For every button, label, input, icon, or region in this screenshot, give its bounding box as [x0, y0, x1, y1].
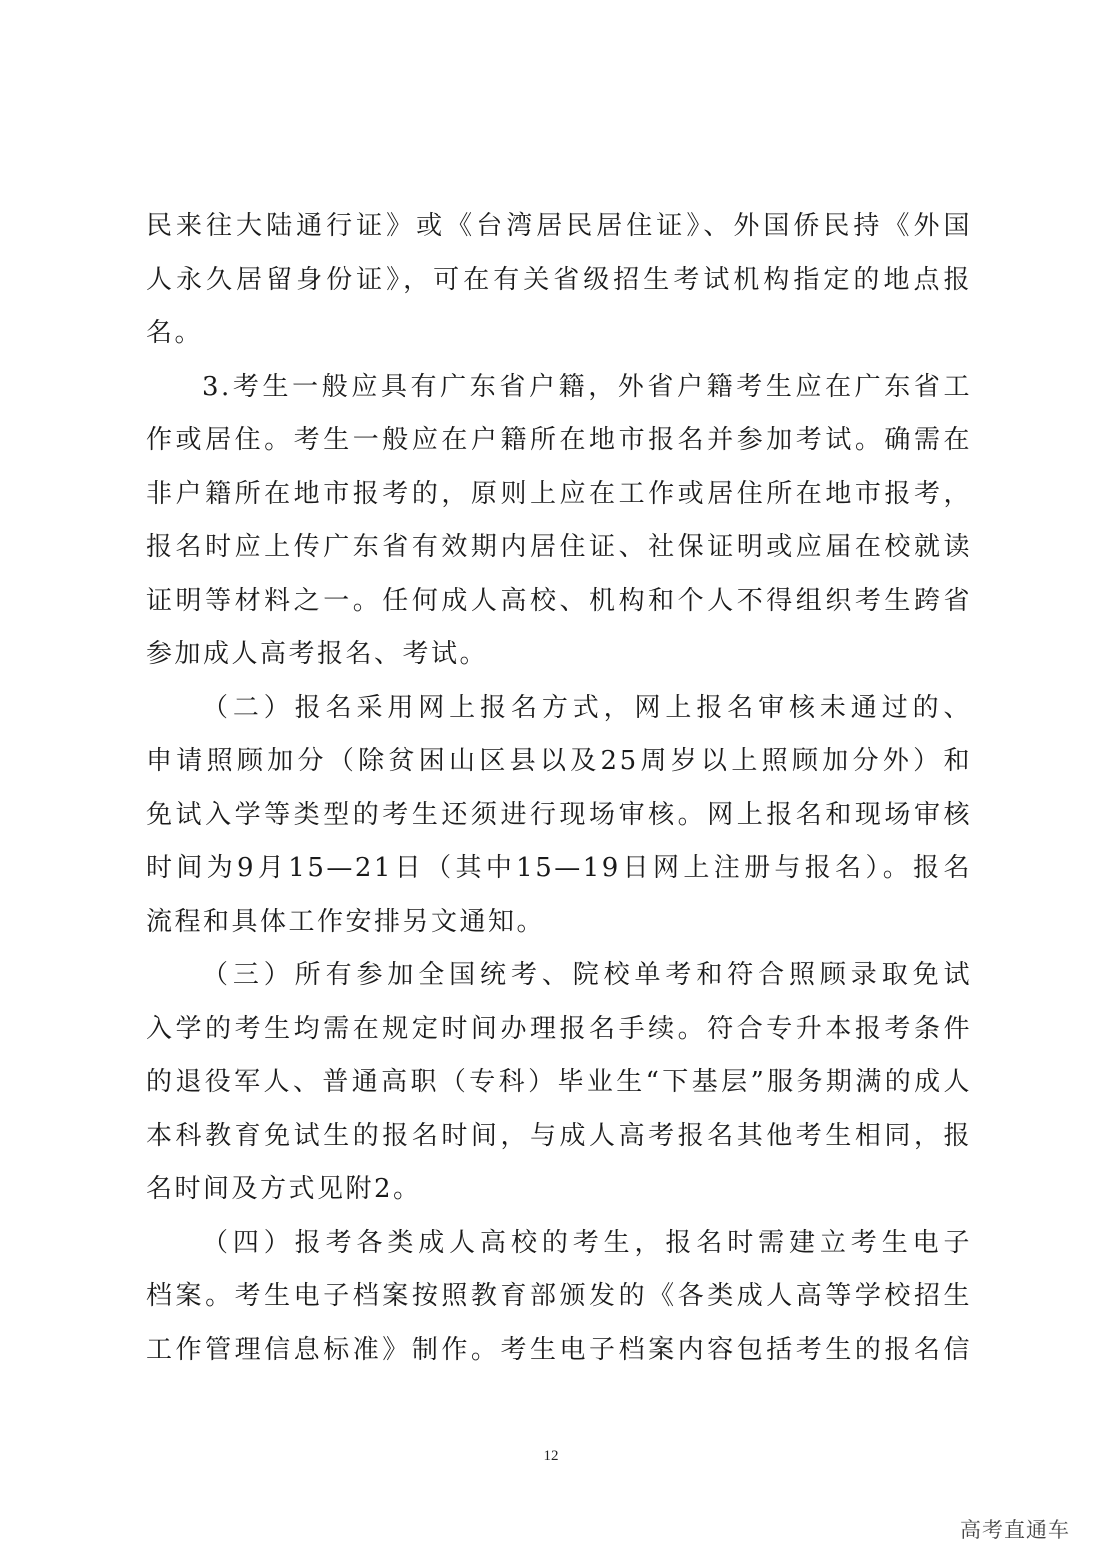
text-line: 民来往大陆通行证》或《台湾居民居住证》、外国侨民持《外国	[146, 211, 972, 241]
text-line: （四）报考各类成人高校的考生，报名时需建立考生电子	[202, 1227, 972, 1258]
text-line: 非户籍所在地市报考的，原则上应在工作或居住所在地市报考，	[146, 478, 972, 509]
text-line: 人永久居留身份证》，可在有关省级招生考试机构指定的地点报	[146, 264, 972, 295]
text-line: 时间为9月15—21日（其中15—19日网上注册与报名）。报名	[146, 853, 972, 883]
text-line: （二）报名采用网上报名方式，网上报名审核未通过的、	[202, 692, 972, 723]
text-line: 申请照顾加分（除贫困山区县以及25周岁以上照顾加分外）和	[146, 746, 972, 776]
body-text	[146, 200, 972, 1377]
text-line: 的退役军人、普通高职（专科）毕业生“下基层”服务期满的成人	[146, 1067, 972, 1097]
page-number: 12	[543, 1448, 559, 1464]
text-line: 名时间及方式见附2。	[146, 1174, 422, 1204]
text-line: 档案。考生电子档案按照教育部颁发的《各类成人高等学校招生	[146, 1281, 972, 1311]
text-line: 3.考生一般应具有广东省户籍，外省户籍考生应在广东省工	[202, 371, 972, 402]
text-line: 本科教育免试生的报名时间，与成人高考报名其他考生相同，报	[146, 1120, 972, 1151]
text-line: 证明等材料之一。任何成人高校、机构和个人不得组织考生跨省	[146, 585, 972, 616]
text-line: 工作管理信息标准》制作。考生电子档案内容包括考生的报名信	[146, 1334, 972, 1365]
text-line: 入学的考生均需在规定时间办理报名手续。符合专升本报考条件	[146, 1013, 972, 1044]
text-line: （三）所有参加全国统考、院校单考和符合照顾录取免试	[202, 960, 972, 990]
text-line: 名。	[146, 318, 204, 348]
text-line: 参加成人高考报名、考试。	[146, 639, 489, 669]
text-line: 报名时应上传广东省有效期内居住证、社保证明或应届在校就读	[146, 532, 972, 562]
watermark: 高考直通车	[960, 1518, 1070, 1542]
text-line: 流程和具体工作安排另文通知。	[146, 906, 546, 937]
text-line: 免试入学等类型的考生还须进行现场审核。网上报名和现场审核	[146, 799, 972, 830]
text-line: 作或居住。考生一般应在户籍所在地市报名并参加考试。确需在	[146, 425, 972, 455]
